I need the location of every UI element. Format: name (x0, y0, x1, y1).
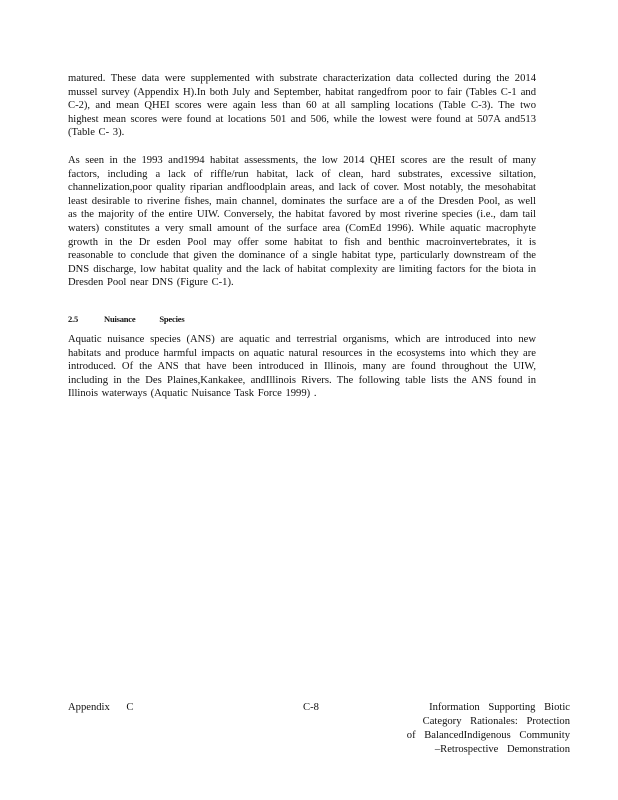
footer-appendix-label: Appendix C (68, 702, 134, 713)
body-paragraph-3: Aquatic nuisance species (ANS) are aquatic and terrestrial organisms, which are introduced into new habitats and produce harmful impacts on aquatic natural resources in the ecosystems into which they are introduced. Of the ANS that have been introduced in Illinois, many are found throughout the UIW, including in the Des Plaines,Kankakee, andIllinois Rivers. The following table lists the ANS found in Illinois waterways (Aquatic Nuisance Task Force 1999) . (68, 334, 536, 400)
footer-title-line: Information Supporting Biotic (429, 702, 570, 713)
footer-title-line: Category Rationales: Protection (422, 716, 570, 727)
body-paragraph-1: matured. These data were supplemented with substrate characterization data collected during the 2014 mussel survey (Appendix H).In both July and September, habitat rangedfrom poor to fair (Tables C-1 and C-2), and mean QHEI scores were again less than 60 at all sampling locations (Table C-3). The two highest mean scores were found at locations 501 and 506, while the lowest were found at 507A and513 (Table C- 3). (68, 73, 536, 139)
section-heading (68, 314, 184, 324)
body-paragraph-2: As seen in the 1993 and1994 habitat assessments, the low 2014 QHEI scores are the result of many factors, including a lack of riffle/run habitat, lack of clean, hard substrates, excessive siltation, channelization,poor quality riparian andfloodplain areas, and lack of cover. Most notably, the mesohabitat least desirable to riverine fishes, main channel, dominates the surface are a of the Dresden Pool, as well as the majority of the entire UIW. Conversely, the habitat favored by most riverine species (i.e., dam tail waters) constitutes a very small amount of the surface area (ComEd 1996). While aquatic macrophyte growth in the Dr esden Pool may offer some habitat to fish and benthic macroinvertebrates, it is reasonable to conclude that given the dominance of a single habitat type, particularly downstream of the DNS discharge, low habitat quality and the lack of habitat complexity are limiting factors for the biota in Dresden Pool near DNS (Figure C-1). (68, 155, 536, 289)
section-title: Nuisance Species (104, 314, 185, 324)
footer-document-title (396, 701, 570, 757)
footer-title-line: –Retrospective Demonstration (434, 744, 570, 755)
footer-title-line: of BalancedIndigenous Community (406, 730, 570, 741)
section-number: 2.5 (68, 314, 79, 324)
footer-page-number: C-8 (303, 702, 319, 713)
